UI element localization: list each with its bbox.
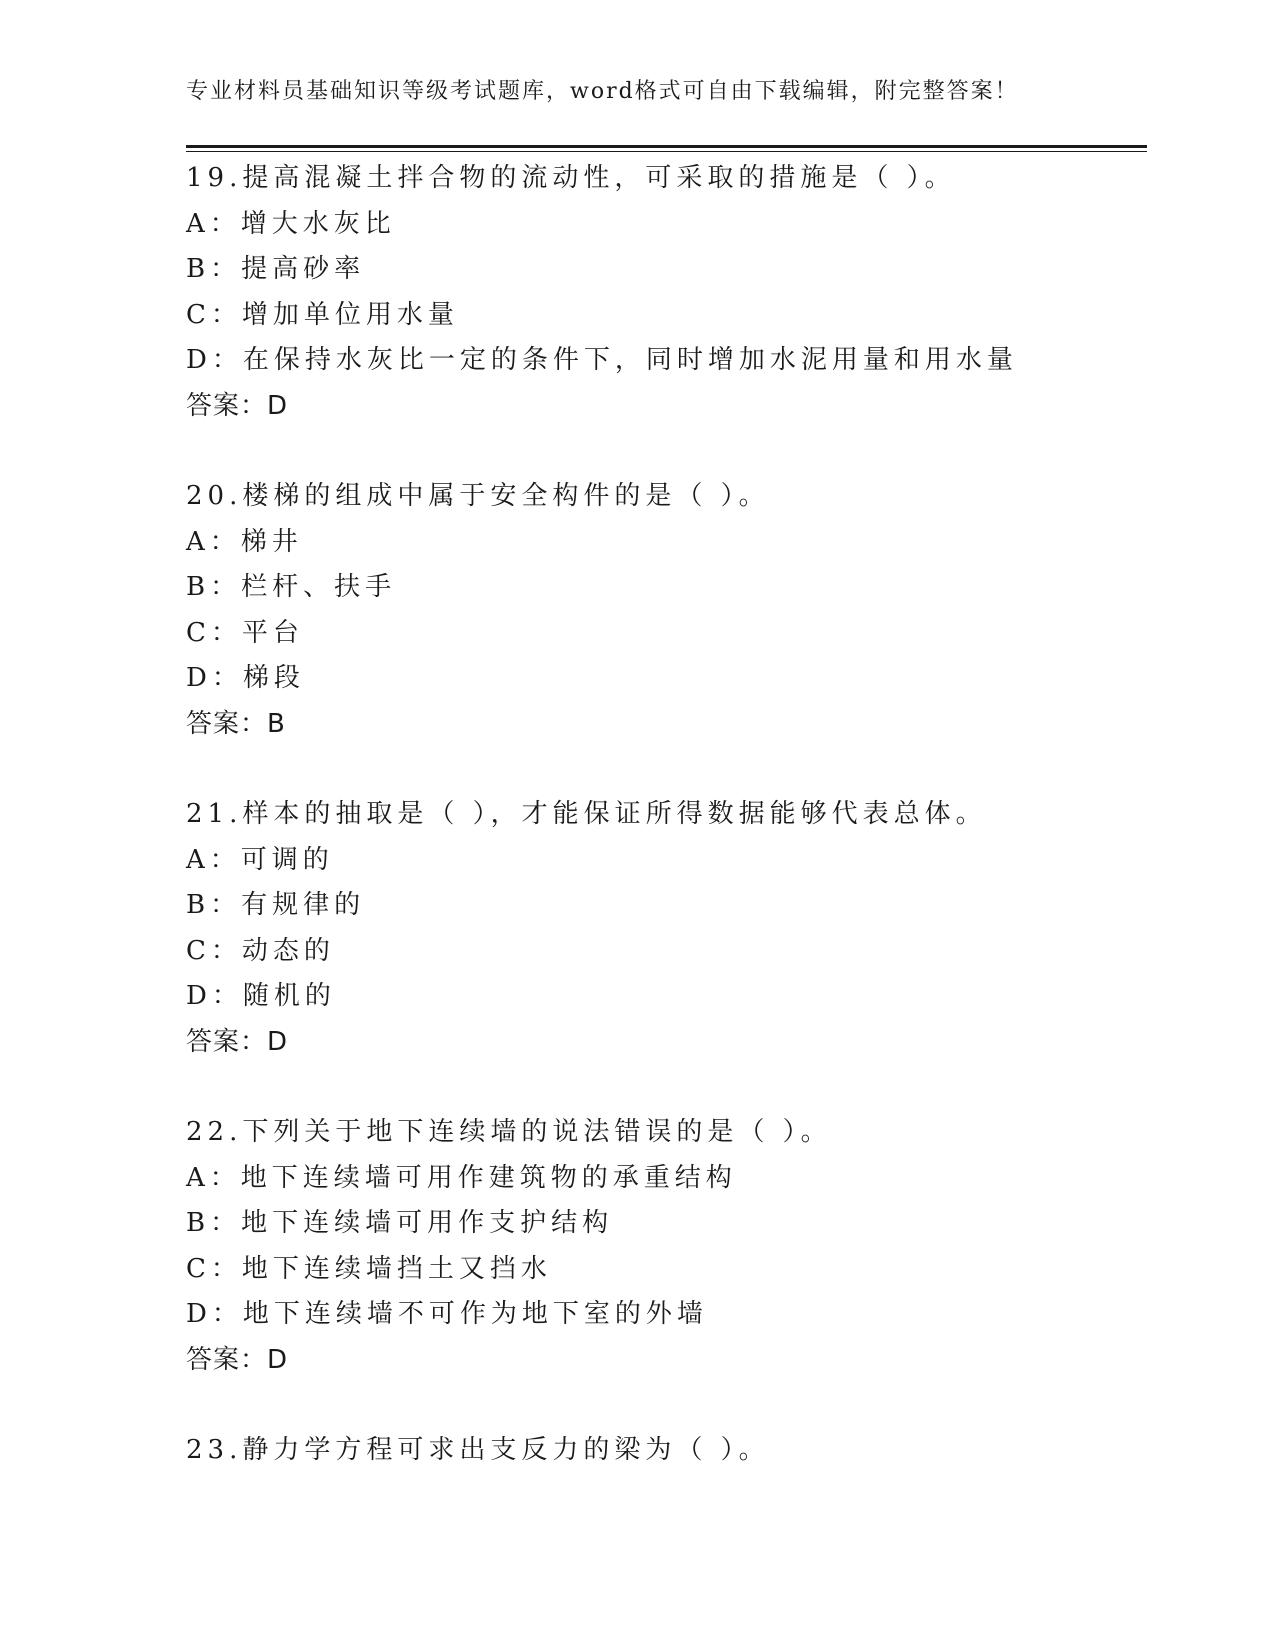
option-d: D：随机的 — [186, 981, 336, 1011]
option-b: B：地下连续墙可用作支护结构 — [186, 1208, 614, 1238]
question-20 — [186, 474, 1146, 747]
option-a: A：地下连续墙可用作建筑物的承重结构 — [186, 1162, 737, 1193]
answer: 答案：D — [186, 1344, 289, 1375]
question-stem: 22.下列关于地下连续墙的说法错误的是（ ）。 — [186, 1117, 832, 1147]
question-22 — [186, 1110, 1146, 1383]
question-stem: 23.静力学方程可求出支反力的梁为（ ）。 — [186, 1435, 770, 1465]
answer: 答案：D — [186, 1026, 289, 1057]
option-c: C：地下连续墙挡土又挡水 — [186, 1253, 552, 1284]
option-b: B：栏杆、扶手 — [186, 572, 397, 602]
question-23 — [186, 1428, 1146, 1474]
question-list — [186, 156, 1146, 1519]
option-b: B：有规律的 — [186, 890, 366, 920]
option-c: C：动态的 — [186, 935, 335, 966]
option-d: D：梯段 — [186, 663, 305, 693]
option-a: A：梯井 — [186, 526, 303, 557]
option-a: A：增大水灰比 — [186, 208, 396, 239]
option-d: D：地下连续墙不可作为地下室的外墙 — [186, 1299, 708, 1329]
question-stem: 21.样本的抽取是（ ），才能保证所得数据能够代表总体。 — [186, 799, 987, 829]
header-rule-thin — [186, 151, 1147, 152]
question-21 — [186, 792, 1146, 1065]
answer: 答案：D — [186, 390, 289, 421]
question-stem: 19.提高混凝土拌合物的流动性，可采取的措施是（ ）。 — [186, 163, 956, 193]
option-a: A：可调的 — [186, 844, 334, 875]
header-rule-thick — [186, 145, 1147, 148]
page-header: 专业材料员基础知识等级考试题库，word格式可自由下载编辑，附完整答案！ — [186, 79, 1019, 104]
question-19 — [186, 156, 1146, 429]
answer: 答案：B — [186, 708, 286, 739]
option-c: C：增加单位用水量 — [186, 299, 459, 330]
option-b: B：提高砂率 — [186, 254, 366, 284]
option-d: D：在保持水灰比一定的条件下，同时增加水泥用量和用水量 — [186, 345, 1018, 375]
option-c: C：平台 — [186, 617, 304, 648]
question-stem: 20.楼梯的组成中属于安全构件的是（ ）。 — [186, 481, 770, 511]
